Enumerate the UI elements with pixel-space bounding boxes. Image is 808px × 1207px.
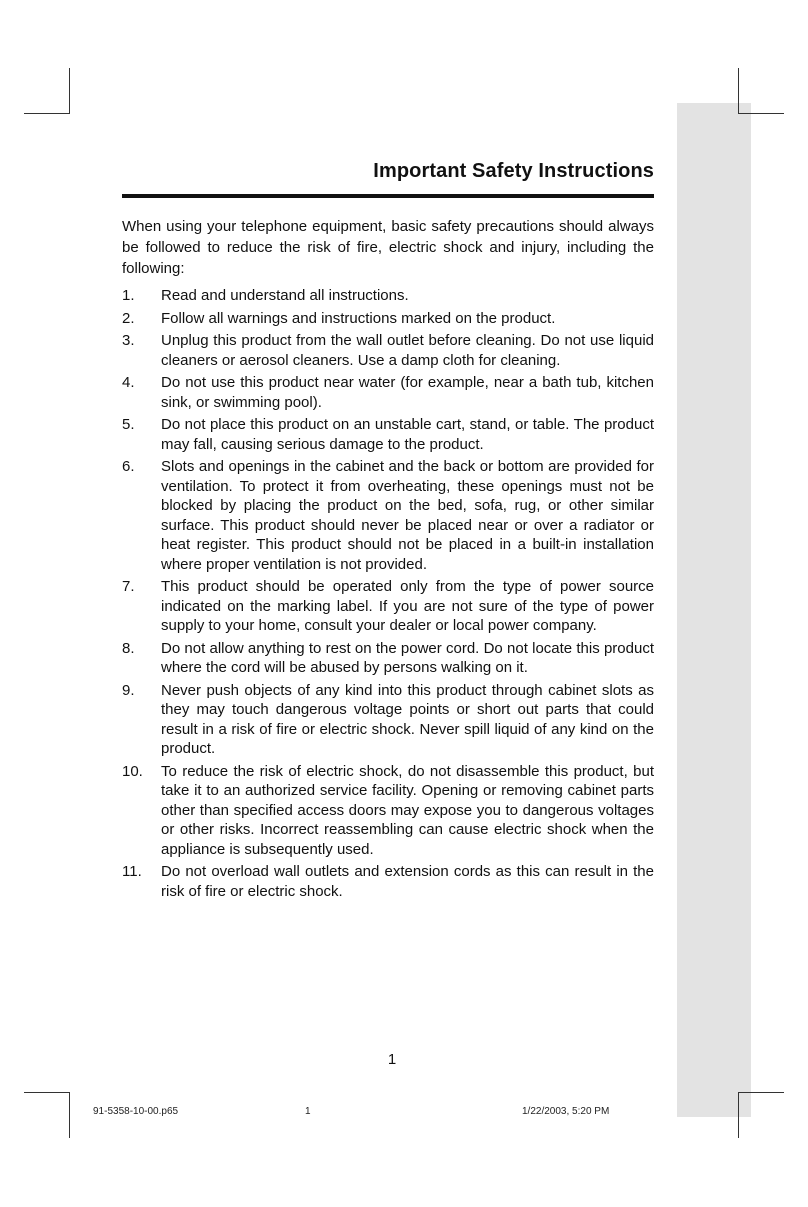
side-tab-strip (677, 103, 751, 1117)
intro-paragraph: When using your telephone equipment, basic safety precautions should always be followed to reduce the risk of fire, electric shock and injury, including the following: (122, 218, 654, 277)
list-item (122, 286, 654, 306)
item-text: Slots and openings in the cabinet and the back or bottom are provided for ventilation. To protect it from overheating, these openings must not be blocked by placing the product on the bed, sofa, rug, or other similar surface. This product should never be placed near or over a radiator or heat register. This product should not be placed in a built-in installation where proper ventilation is not provided. (161, 458, 654, 573)
item-number: 8. (122, 639, 135, 657)
list-item (122, 331, 654, 370)
item-number: 4. (122, 374, 135, 391)
item-text: Follow all warnings and instructions marked on the product. (161, 309, 556, 327)
item-number: 7. (122, 578, 135, 595)
crop-mark-bottom-right-v (738, 1092, 739, 1138)
item-text: Read and understand all instructions. (161, 287, 409, 304)
instructions-list (122, 286, 654, 904)
item-text: To reduce the risk of electric shock, do not disassemble this product, but take it to an authorized service facility. Opening or removing cabinet parts other than specified access doors may expose you to dangerous voltages or other risks. Incorrect reassembling can cause electric shock when the appliance is subsequently used. (161, 762, 654, 858)
crop-mark-bottom-left-v (69, 1092, 70, 1138)
item-number: 2. (122, 309, 135, 327)
item-number: 6. (122, 458, 135, 475)
title-rule (122, 194, 654, 198)
item-text: Do not overload wall outlets and extension cords as this can result in the risk of fire or electric shock. (161, 863, 654, 900)
item-number: 10. (122, 762, 143, 780)
crop-mark-top-left-h (24, 113, 70, 114)
list-item (122, 639, 654, 678)
crop-mark-bottom-right-h (738, 1092, 784, 1093)
item-text: This product should be operated only from the type of power source indicated on the marking label. If you are not sure of the type of power supply to your home, consult your dealer or local power company. (161, 578, 654, 634)
item-text: Do not place this product on an unstable cart, stand, or table. The product may fall, causing serious damage to the product. (161, 416, 654, 453)
page-title: Important Safety Instructions (373, 160, 654, 182)
list-item (122, 415, 654, 454)
item-text: Do not use this product near water (for example, near a bath tub, kitchen sink, or swimming pool). (161, 374, 654, 411)
crop-mark-top-left-v (69, 68, 70, 114)
item-number: 9. (122, 681, 135, 699)
item-text: Unplug this product from the wall outlet before cleaning. Do not use liquid cleaners or aerosol cleaners. Use a damp cloth for cleaning. (161, 332, 654, 369)
list-item (122, 457, 654, 574)
page-number: 1 (387, 1051, 397, 1068)
list-item (122, 373, 654, 412)
footer-page: 1 (305, 1106, 311, 1117)
list-item (122, 309, 654, 329)
list-item (122, 762, 654, 860)
item-number: 1. (122, 287, 135, 304)
item-text: Never push objects of any kind into this product through cabinet slots as they may touch dangerous voltage points or short out parts that could result in a risk of fire or electric shock. Never spill liquid of any kind on the product. (161, 681, 654, 757)
item-text: Do not allow anything to rest on the power cord. Do not locate this product where the cord will be abused by persons walking on it. (161, 639, 654, 676)
crop-mark-bottom-left-h (24, 1092, 70, 1093)
crop-mark-top-right-h (738, 113, 784, 114)
item-number: 5. (122, 416, 135, 433)
list-item (122, 681, 654, 759)
item-number: 3. (122, 332, 135, 349)
list-item (122, 577, 654, 636)
crop-mark-top-right-v (738, 68, 739, 114)
footer-date: 1/22/2003, 5:20 PM (522, 1106, 610, 1117)
list-item (122, 862, 654, 901)
footer-file-name: 91-5358-10-00.p65 (93, 1106, 179, 1117)
item-number: 11. (122, 863, 142, 880)
